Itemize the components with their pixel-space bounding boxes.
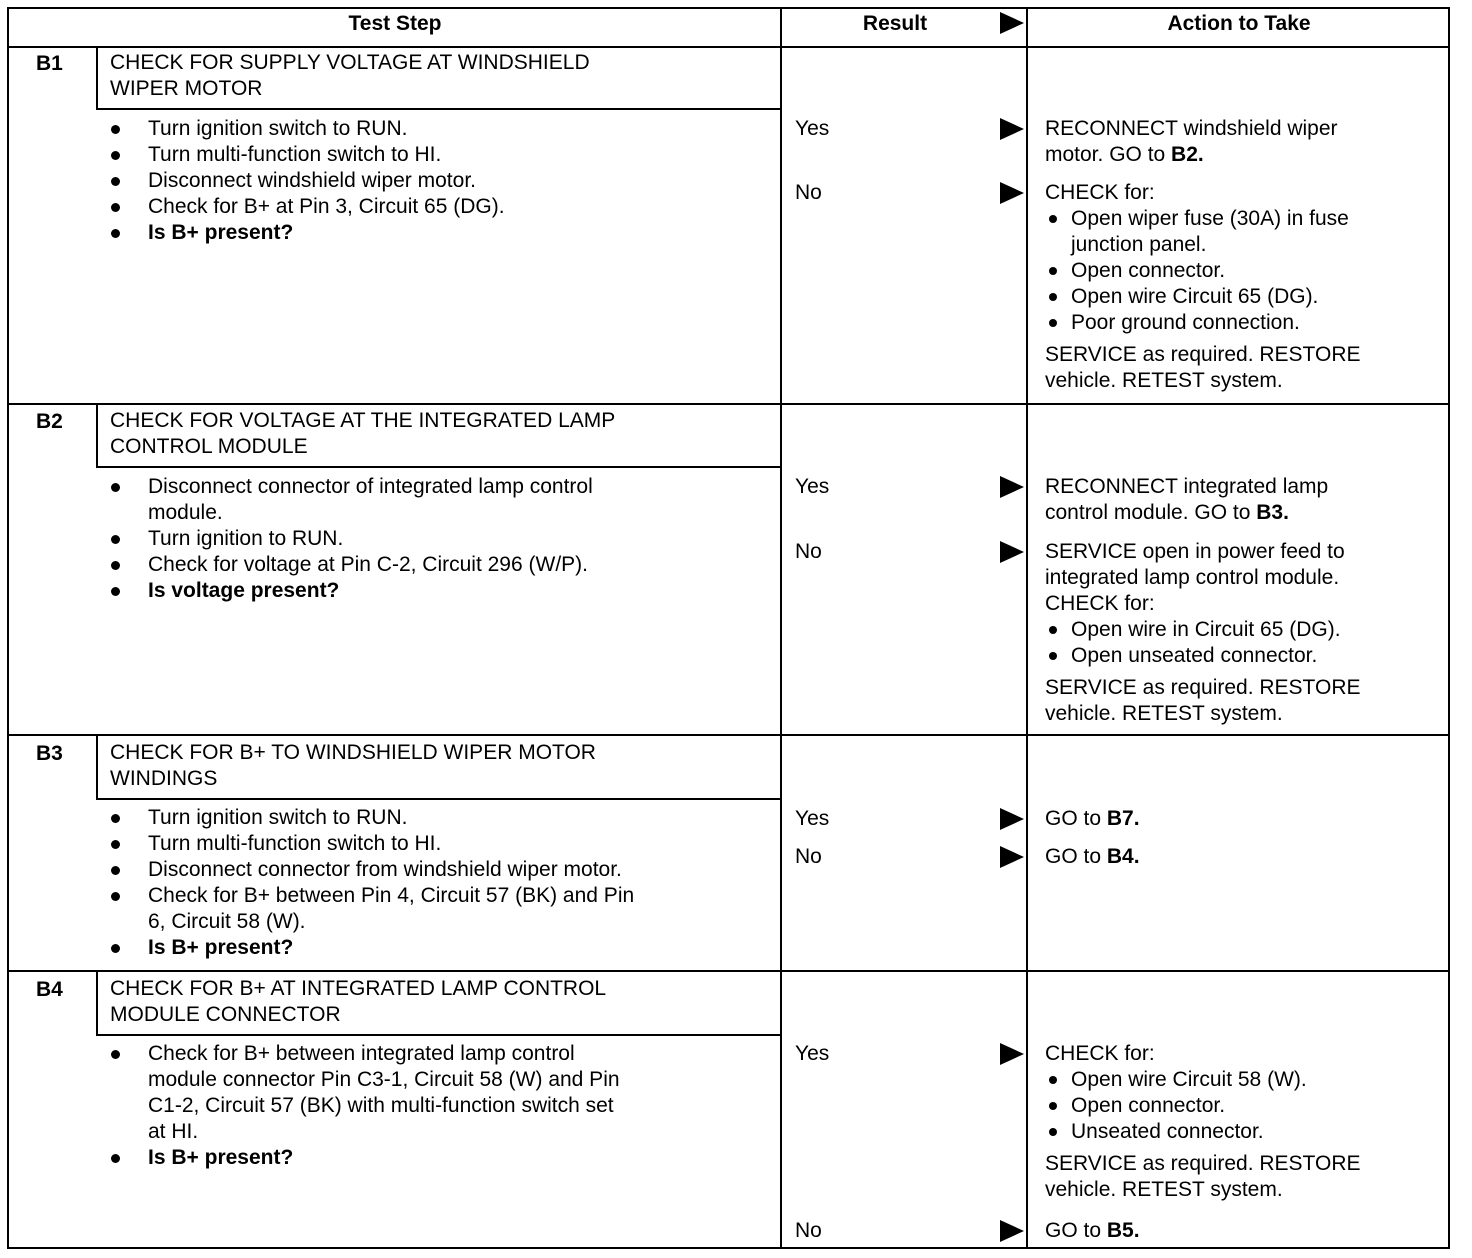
step-question: Is voltage present? <box>148 579 340 602</box>
bullet-icon <box>1049 652 1057 660</box>
action-line <box>1045 1218 1140 1244</box>
step-title-line: CHECK FOR VOLTAGE AT THE INTEGRATED LAMP <box>110 409 616 432</box>
bullet-icon <box>1049 215 1057 223</box>
action-punctuation: . <box>1133 807 1140 830</box>
action-text: Open wiper fuse (30A) in fuse <box>1071 207 1349 230</box>
step-title-line: CHECK FOR B+ TO WINDSHIELD WIPER MOTOR <box>110 741 596 764</box>
bullet-icon <box>111 1050 120 1059</box>
step-instruction: Disconnect windshield wiper motor. <box>148 169 476 192</box>
action-text: Unseated connector. <box>1071 1120 1264 1143</box>
step-code: B1 <box>36 52 63 75</box>
action-bullet <box>1071 310 1300 336</box>
step-instruction: Check for B+ at Pin 3, Circuit 65 (DG). <box>148 195 505 218</box>
step-instruction: Check for B+ between Pin 4, Circuit 57 (BK) and Pin <box>148 884 635 907</box>
action-line <box>1045 1151 1361 1177</box>
step-instruction: Turn ignition to RUN. <box>148 527 344 550</box>
step-title-divider <box>96 1034 780 1036</box>
action-line <box>1045 500 1289 526</box>
step-instruction: Check for B+ between integrated lamp control <box>148 1042 575 1065</box>
bullet-icon <box>1049 1076 1057 1084</box>
bullet-icon <box>111 483 120 492</box>
action-text: Open connector. <box>1071 1094 1226 1117</box>
step-instruction: Turn multi-function switch to HI. <box>148 832 442 855</box>
action-line <box>1045 565 1339 591</box>
bullet-icon <box>111 125 120 134</box>
action-text: GO to <box>1045 807 1107 830</box>
bullet-icon <box>111 203 120 212</box>
bullet-icon <box>1049 293 1057 301</box>
action-line <box>1045 1177 1283 1203</box>
action-text: control module. GO to <box>1045 501 1257 524</box>
row-divider <box>7 970 1450 972</box>
action-bullet <box>1071 1067 1307 1093</box>
step-reference: B7 <box>1106 807 1134 830</box>
action-punctuation: . <box>1283 501 1289 524</box>
result-yes: Yes <box>795 807 830 830</box>
step-question: Is B+ present? <box>148 1146 294 1169</box>
action-text: CHECK for: <box>1045 592 1155 615</box>
action-bullet <box>1071 258 1225 284</box>
bullet-icon <box>111 177 120 186</box>
action-text: junction panel. <box>1071 233 1207 256</box>
result-arrow-icon <box>1000 118 1024 140</box>
bullet-icon <box>111 1154 120 1163</box>
result-yes: Yes <box>795 475 830 498</box>
step-reference: B4 <box>1106 845 1134 868</box>
step-title-line: CHECK FOR SUPPLY VOLTAGE AT WINDSHIELD <box>110 51 590 74</box>
step-reference: B3 <box>1256 501 1284 524</box>
step-code-divider <box>96 404 98 466</box>
step-instruction: 6, Circuit 58 (W). <box>148 910 306 933</box>
step-code: B4 <box>36 978 63 1001</box>
row-divider <box>7 403 1450 405</box>
action-text: Open wire Circuit 65 (DG). <box>1071 285 1319 308</box>
header-divider <box>7 46 1450 48</box>
step-instruction: C1-2, Circuit 57 (BK) with multi-function switch set <box>148 1094 614 1117</box>
action-text: GO to <box>1045 1219 1107 1242</box>
step-code: B2 <box>36 410 63 433</box>
action-bullet <box>1071 643 1317 669</box>
action-text: SERVICE as required. RESTORE <box>1045 676 1361 699</box>
bullet-icon <box>111 866 120 875</box>
action-text: Open unseated connector. <box>1071 644 1318 667</box>
header-action: Action to Take <box>1167 12 1311 35</box>
step-title-divider <box>96 108 780 110</box>
bullet-icon <box>111 535 120 544</box>
result-arrow-icon <box>1000 846 1024 868</box>
action-punctuation: . <box>1133 845 1140 868</box>
step-reference: B2 <box>1171 143 1198 166</box>
header-test-step: Test Step <box>348 12 442 35</box>
result-arrow-icon <box>1000 1220 1024 1242</box>
step-reference: B5 <box>1106 1219 1134 1242</box>
bullet-icon <box>111 814 120 823</box>
action-text: Poor ground connection. <box>1071 311 1300 334</box>
bullet-icon <box>1049 319 1057 327</box>
action-line <box>1045 180 1155 206</box>
action-text: Open wire Circuit 58 (W). <box>1071 1068 1307 1091</box>
result-arrow-icon <box>1000 476 1024 498</box>
action-text: GO to <box>1045 845 1107 868</box>
row-divider <box>7 734 1450 736</box>
action-text: vehicle. RETEST system. <box>1045 369 1283 392</box>
action-text: CHECK for: <box>1045 181 1155 204</box>
action-line <box>1045 675 1361 701</box>
step-instruction: module. <box>148 501 223 524</box>
bullet-icon <box>111 587 120 596</box>
bullet-icon <box>1049 1102 1057 1110</box>
bullet-icon <box>111 892 120 901</box>
action-line <box>1071 232 1206 258</box>
action-line <box>1045 368 1283 394</box>
bullet-icon <box>111 229 120 238</box>
step-instruction: Turn ignition switch to RUN. <box>148 117 408 140</box>
result-arrow-icon <box>1000 541 1024 563</box>
step-code-divider <box>96 47 98 108</box>
action-punctuation: . <box>1133 1219 1140 1242</box>
step-code: B3 <box>36 742 63 765</box>
action-line <box>1045 116 1338 142</box>
bullet-icon <box>1049 626 1057 634</box>
action-bullet <box>1071 206 1349 232</box>
action-text: Open connector. <box>1071 259 1226 282</box>
action-line <box>1045 342 1361 368</box>
action-text: CHECK for: <box>1045 1042 1155 1065</box>
step-title-divider <box>96 466 780 468</box>
result-arrow-icon <box>1000 1043 1024 1065</box>
action-line <box>1045 844 1140 870</box>
action-bullet <box>1071 1119 1264 1145</box>
step-instruction: Disconnect connector from windshield wiper motor. <box>148 858 622 881</box>
bullet-icon <box>111 151 120 160</box>
bullet-icon <box>111 840 120 849</box>
result-yes: Yes <box>795 1042 830 1065</box>
bullet-icon <box>1049 267 1057 275</box>
step-instruction: Check for voltage at Pin C-2, Circuit 296 (W/P). <box>148 553 588 576</box>
step-title-line: CONTROL MODULE <box>110 435 308 458</box>
action-text: RECONNECT integrated lamp <box>1045 475 1329 498</box>
bullet-icon <box>111 561 120 570</box>
result-arrow-icon <box>1000 808 1024 830</box>
action-punctuation: . <box>1197 143 1204 166</box>
action-line <box>1045 1041 1155 1067</box>
step-title-line: WINDINGS <box>110 767 218 790</box>
header-result: Result <box>862 12 928 35</box>
action-bullet <box>1071 617 1341 643</box>
action-line <box>1045 806 1140 832</box>
step-instruction: module connector Pin C3-1, Circuit 58 (W) and Pin <box>148 1068 620 1091</box>
column-divider-result <box>780 7 782 1249</box>
action-text: vehicle. RETEST system. <box>1045 1178 1283 1201</box>
action-text: vehicle. RETEST system. <box>1045 702 1283 725</box>
step-instruction: Disconnect connector of integrated lamp control <box>148 475 593 498</box>
action-bullet <box>1071 284 1318 310</box>
action-line <box>1045 142 1204 168</box>
result-yes: Yes <box>795 117 830 140</box>
header-arrow-icon <box>1000 12 1024 34</box>
step-code-divider <box>96 971 98 1034</box>
step-instruction: Turn ignition switch to RUN. <box>148 806 408 829</box>
action-text: motor. GO to <box>1045 143 1172 166</box>
action-line <box>1045 539 1345 565</box>
result-arrow-icon <box>1000 182 1024 204</box>
bullet-icon <box>1049 1128 1057 1136</box>
action-text: RECONNECT windshield wiper <box>1045 117 1338 140</box>
step-question: Is B+ present? <box>148 221 294 244</box>
bullet-icon <box>111 944 120 953</box>
step-code-divider <box>96 735 98 798</box>
result-no: No <box>795 540 822 563</box>
result-no: No <box>795 181 822 204</box>
action-text: SERVICE open in power feed to <box>1045 540 1345 563</box>
action-text: integrated lamp control module. <box>1045 566 1340 589</box>
action-text: SERVICE as required. RESTORE <box>1045 343 1361 366</box>
action-line <box>1045 591 1155 617</box>
step-instruction: at HI. <box>148 1120 199 1143</box>
action-line <box>1045 701 1283 727</box>
result-no: No <box>795 845 822 868</box>
step-title-divider <box>96 798 780 800</box>
action-text: Open wire in Circuit 65 (DG). <box>1071 618 1341 641</box>
step-title-line: WIPER MOTOR <box>110 77 263 100</box>
step-question: Is B+ present? <box>148 936 294 959</box>
action-bullet <box>1071 1093 1225 1119</box>
column-divider-action <box>1026 7 1028 1249</box>
result-no: No <box>795 1219 822 1242</box>
step-title-line: MODULE CONNECTOR <box>110 1003 341 1026</box>
step-title-line: CHECK FOR B+ AT INTEGRATED LAMP CONTROL <box>110 977 607 1000</box>
step-instruction: Turn multi-function switch to HI. <box>148 143 442 166</box>
action-text: SERVICE as required. RESTORE <box>1045 1152 1361 1175</box>
action-line <box>1045 474 1328 500</box>
